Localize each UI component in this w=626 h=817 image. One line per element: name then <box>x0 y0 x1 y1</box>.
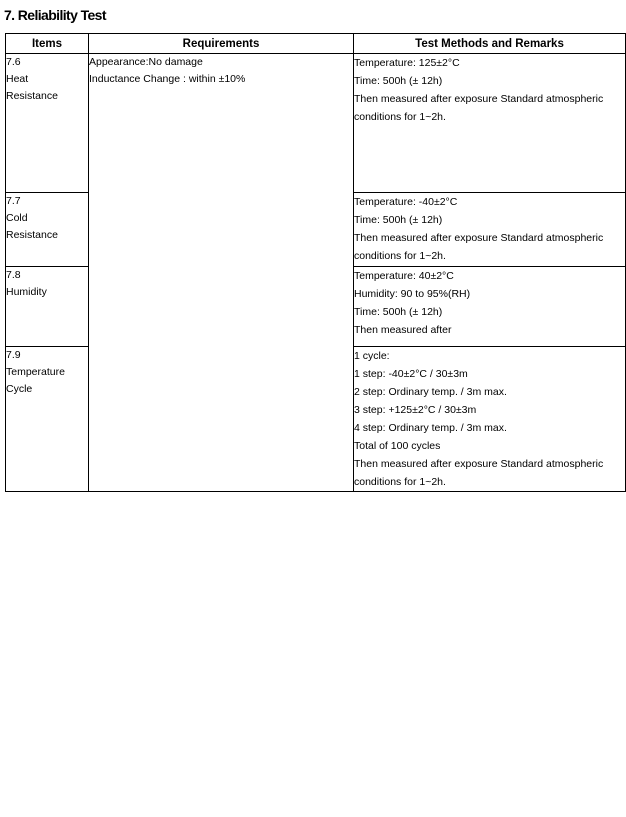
item-number: 7.6 <box>6 56 21 68</box>
methods-cell-temperature-cycle <box>354 347 626 492</box>
methods-cell-cold-resistance <box>354 193 626 267</box>
table-row-heat-resistance <box>6 54 626 193</box>
method-line: conditions for 1~2h. <box>354 250 446 262</box>
item-number: 7.9 <box>6 349 21 361</box>
item-name: Temperature <box>6 366 65 378</box>
method-line: conditions for 1~2h. <box>354 476 446 488</box>
method-line: 4 step: Ordinary temp. / 3m max. <box>354 422 507 434</box>
item-cell-temperature-cycle <box>6 347 89 492</box>
requirements-column-header: Requirements <box>89 34 354 54</box>
method-line: 1 step: -40±2°C / 30±3m <box>354 368 468 380</box>
requirements-cell <box>89 54 354 492</box>
method-line: Then measured after exposure Standard atmospheric <box>354 458 604 470</box>
requirement-appearance: Appearance:No damage <box>89 56 203 68</box>
item-name: Resistance <box>6 229 58 241</box>
methods-column-header: Test Methods and Remarks <box>354 34 626 54</box>
item-cell-heat-resistance <box>6 54 89 193</box>
method-line: Humidity: 90 to 95%(RH) <box>354 288 471 300</box>
item-name: Humidity <box>6 286 47 298</box>
method-line: Then measured after exposure Standard atmospheric <box>354 93 604 105</box>
item-name: Cycle <box>6 383 33 395</box>
section-title: 7. Reliability Test <box>4 7 106 23</box>
requirement-inductance-change: Inductance Change : within ±10% <box>89 73 246 85</box>
methods-cell-heat-resistance <box>354 54 626 193</box>
method-line: 3 step: +125±2°C / 30±3m <box>354 404 477 416</box>
method-line: Time: 500h (± 12h) <box>354 214 443 226</box>
method-line: Then measured after exposure Standard atmospheric <box>354 232 604 244</box>
table-header-row <box>6 34 626 54</box>
methods-cell-humidity <box>354 267 626 347</box>
reliability-test-table <box>5 33 626 492</box>
item-number: 7.7 <box>6 195 21 207</box>
method-line: Temperature: 125±2°C <box>354 57 460 69</box>
item-cell-cold-resistance <box>6 193 89 267</box>
item-name: Heat <box>6 73 29 85</box>
item-name: Resistance <box>6 90 58 102</box>
method-line: Temperature: 40±2°C <box>354 270 454 282</box>
method-line: Time: 500h (± 12h) <box>354 75 443 87</box>
method-line: Temperature: -40±2°C <box>354 196 458 208</box>
method-line: conditions for 1~2h. <box>354 111 446 123</box>
item-number: 7.8 <box>6 269 21 281</box>
item-name: Cold <box>6 212 28 224</box>
method-line: Total of 100 cycles <box>354 440 441 452</box>
method-line: 1 cycle: <box>354 350 390 362</box>
item-cell-humidity <box>6 267 89 347</box>
items-column-header: Items <box>6 34 89 54</box>
method-line: 2 step: Ordinary temp. / 3m max. <box>354 386 507 398</box>
method-line: Then measured after <box>354 324 452 336</box>
method-line: Time: 500h (± 12h) <box>354 306 443 318</box>
